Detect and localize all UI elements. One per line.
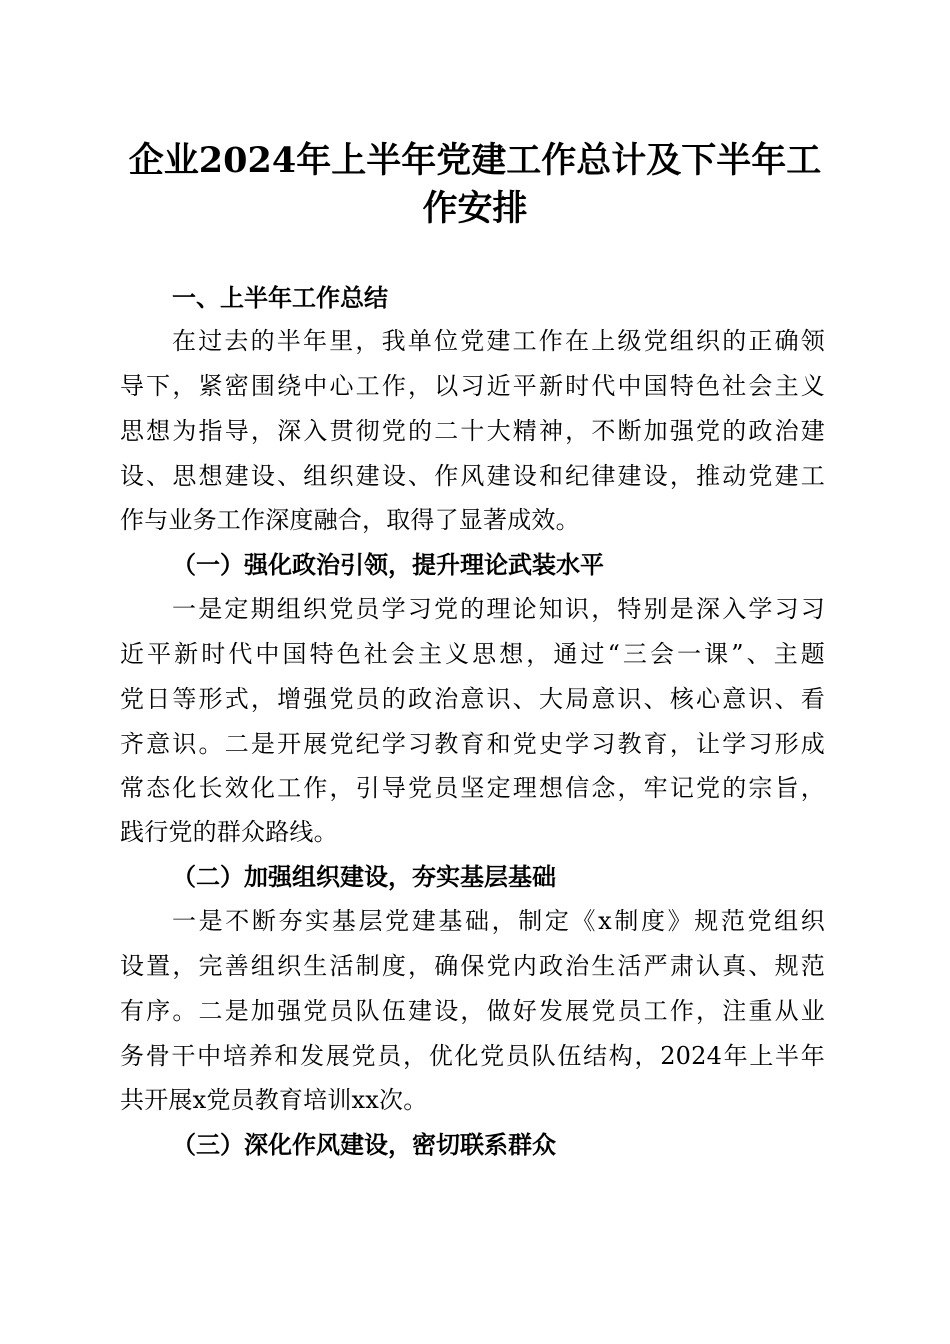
paragraph-line: 有序。二是加强党员队伍建设，做好发展党员工作，注重从业: [120, 997, 825, 1025]
document-title-line-1: 企业2024年上半年党建工作总计及下半年工: [128, 140, 822, 181]
paragraph-line: 思想为指导，深入贯彻党的二十大精神，不断加强党的政治建: [120, 417, 825, 445]
subsection-heading-1: （一）强化政治引领，提升理论武装水平: [172, 551, 604, 579]
paragraph-line: 导下，紧密围绕中心工作，以习近平新时代中国特色社会主义: [120, 372, 825, 400]
paragraph-line: 共开展x党员教育培训xx次。: [120, 1086, 428, 1114]
paragraph-line: 常态化长效化工作，引导党员坚定理想信念，牢记党的宗旨，: [120, 774, 825, 802]
paragraph-line: 作与业务工作深度融合，取得了显著成效。: [120, 506, 580, 534]
section-heading-1: 一、上半年工作总结: [172, 284, 388, 312]
subsection-heading-2: （二）加强组织建设，夯实基层基础: [172, 863, 556, 891]
paragraph-line: 在过去的半年里，我单位党建工作在上级党组织的正确领: [172, 327, 825, 355]
paragraph-line: 一是不断夯实基层党建基础，制定《x制度》规范党组织: [172, 907, 825, 935]
paragraph-line: 务骨干中培养和发展党员，优化党员队伍结构，2024年上半年: [120, 1042, 825, 1070]
paragraph-line: 齐意识。二是开展党纪学习教育和党史学习教育，让学习形成: [120, 730, 825, 758]
paragraph-line: 践行党的群众路线。: [120, 818, 338, 846]
document-title-line-2: 作安排: [422, 188, 528, 229]
subsection-heading-3: （三）深化作风建设，密切联系群众: [172, 1131, 556, 1159]
paragraph-line: 设、思想建设、组织建设、作风建设和纪律建设，推动党建工: [120, 462, 825, 490]
paragraph-line: 党日等形式，增强党员的政治意识、大局意识、核心意识、看: [120, 685, 825, 713]
paragraph-line: 近平新时代中国特色社会主义思想，通过“三会一课”、主题: [120, 640, 825, 668]
paragraph-line: 设置，完善组织生活制度，确保党内政治生活严肃认真、规范: [120, 952, 825, 980]
paragraph-line: 一是定期组织党员学习党的理论知识，特别是深入学习习: [172, 595, 825, 623]
